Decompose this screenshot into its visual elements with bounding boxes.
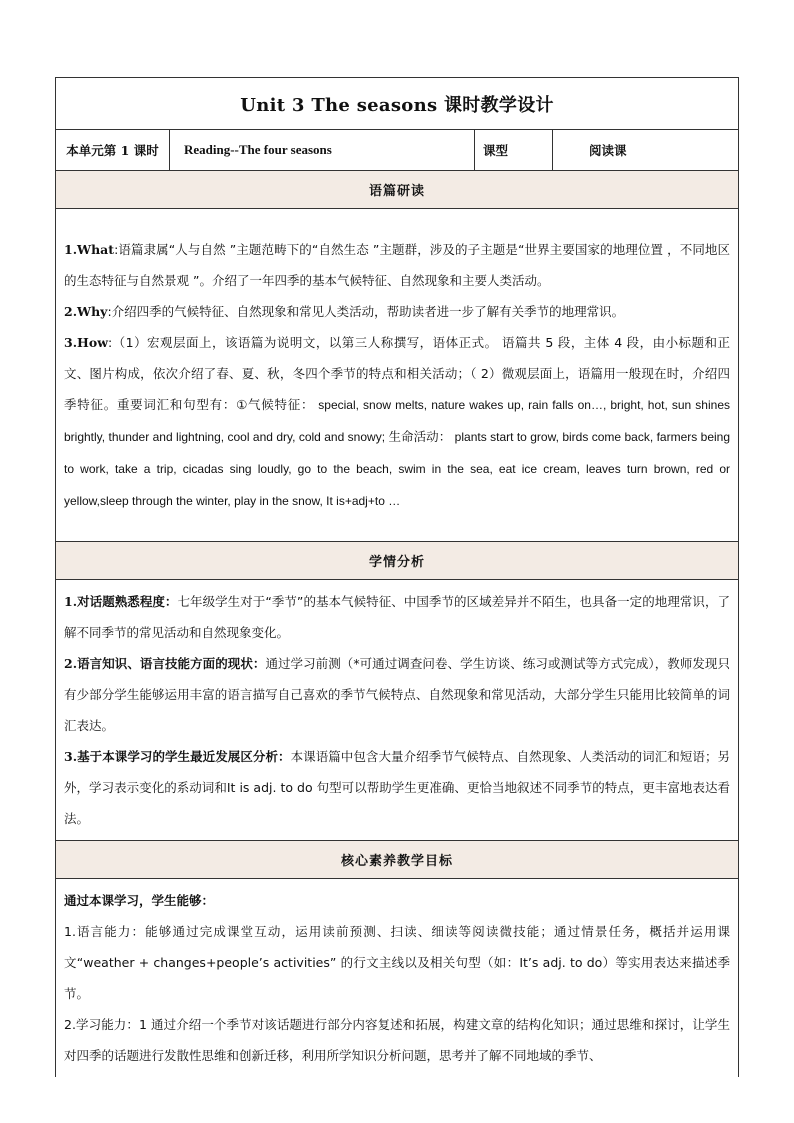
lesson-plan-table: [55, 77, 739, 1077]
section-heading-text-study: 语篇研读: [56, 171, 739, 209]
lesson-plan-page: [55, 77, 738, 1077]
paragraph-why: 2.Why:介绍四季的气候特征、自然现象和常见人类活动，帮助读者进一步了解有关季节的地理常识。: [64, 303, 625, 319]
paragraph-topic-familiarity: 1.对话题熟悉程度：七年级学生对于“季节”的基本气候特征、中国季节的区域差异并不陌生，也具备一定的地理常识，了解不同季节的常见活动和自然现象变化。: [64, 594, 731, 640]
objectives-intro: 通过本课学习，学生能够：: [64, 893, 215, 908]
lesson-type-label: 课型: [475, 130, 553, 171]
section-heading-objectives: 核心素养教学目标: [56, 841, 739, 879]
section-heading-learner-analysis: 学情分析: [56, 542, 739, 580]
lesson-topic: Reading--The four seasons: [170, 130, 475, 171]
paragraph-what: 1.What:语篇隶属“人与自然 ”主题范畴下的“自然生态 ”主题群，涉及的子主题是“世界主要国家的地理位置 ，不同地区的生态特征与自然景观 ”。介绍了一年四季的基本气候特征、自然现象和主要人类活动。: [64, 241, 731, 288]
objective-language: 1.语言能力：能够通过完成课堂互动，运用读前预测、扫读、细读等阅读微技能；通过情景任务，概括并运用课文“weather + changes+people’s activities” 的行文主线以及相关句型（如：It’s adj. to do）等实用表达来描述季节。: [64, 924, 731, 1001]
text-study-content: [56, 209, 739, 542]
objective-learning: 2.学习能力：1 通过介绍一个季节对该话题进行部分内容复述和拓展，构建文章的结构化知识；通过思维和探讨，让学生对四季的话题进行发散性思维和创新迁移，利用所学知识分析问题，思考并了解不同地域的季节、: [64, 1017, 731, 1063]
objectives-content: [56, 879, 739, 1078]
paragraph-development-zone: 3.基于本课学习的学生最近发展区分析：本课语篇中包含大量介绍季节气候特点、自然现象、人类活动的词汇和短语；另外，学习表示变化的系动词和It is adj. to do 句型可以帮助学生更准确、更恰当地叙述不同季节的特点，更丰富地表达看法。: [64, 749, 731, 826]
circled-number: ①: [236, 396, 249, 412]
lesson-number: 本单元第 1 课时: [56, 130, 170, 171]
learner-analysis-content: [56, 580, 739, 841]
lesson-type-value: 阅读课: [553, 130, 739, 171]
paragraph-language-status: 2.语言知识、语言技能方面的现状：通过学习前测（*可通过调查问卷、学生访谈、练习或测试等方式完成），教师发现只有少部分学生能够运用丰富的语言描写自己喜欢的季节气候特点、自然现象和常见活动，大部分学生只能用比较简单的词汇表达。: [64, 656, 731, 733]
paragraph-how: 3.How:（1）宏观层面上，该语篇为说明文，以第三人称撰写，语体正式。 语篇共 5 段，主体 4 段，由小标题和正文、图片构成，依次介绍了春、夏、秋，冬四个季节的特点和相关活动；（ 2）微观层面上，语篇用一般现在时，介绍四季特征。重要词汇和句型有：①气候特征： special, snow melts, nature wakes up, rain falls on…, bright, hot, sun shines brightly, thunder and lightning, cool and dry, cold and snowy; 生命活动： plants start to grow, birds come back, farmers being to work, take a trip, cicadas sing loudly, go to the beach, swim in the sea, eat ice cream, leaves turn brown, red or yellow,sleep through the winter, play in the snow, It is+adj+to …: [64, 334, 731, 508]
document-title: Unit 3 The seasons 课时教学设计: [56, 78, 739, 130]
lesson-info-row: [56, 130, 739, 171]
